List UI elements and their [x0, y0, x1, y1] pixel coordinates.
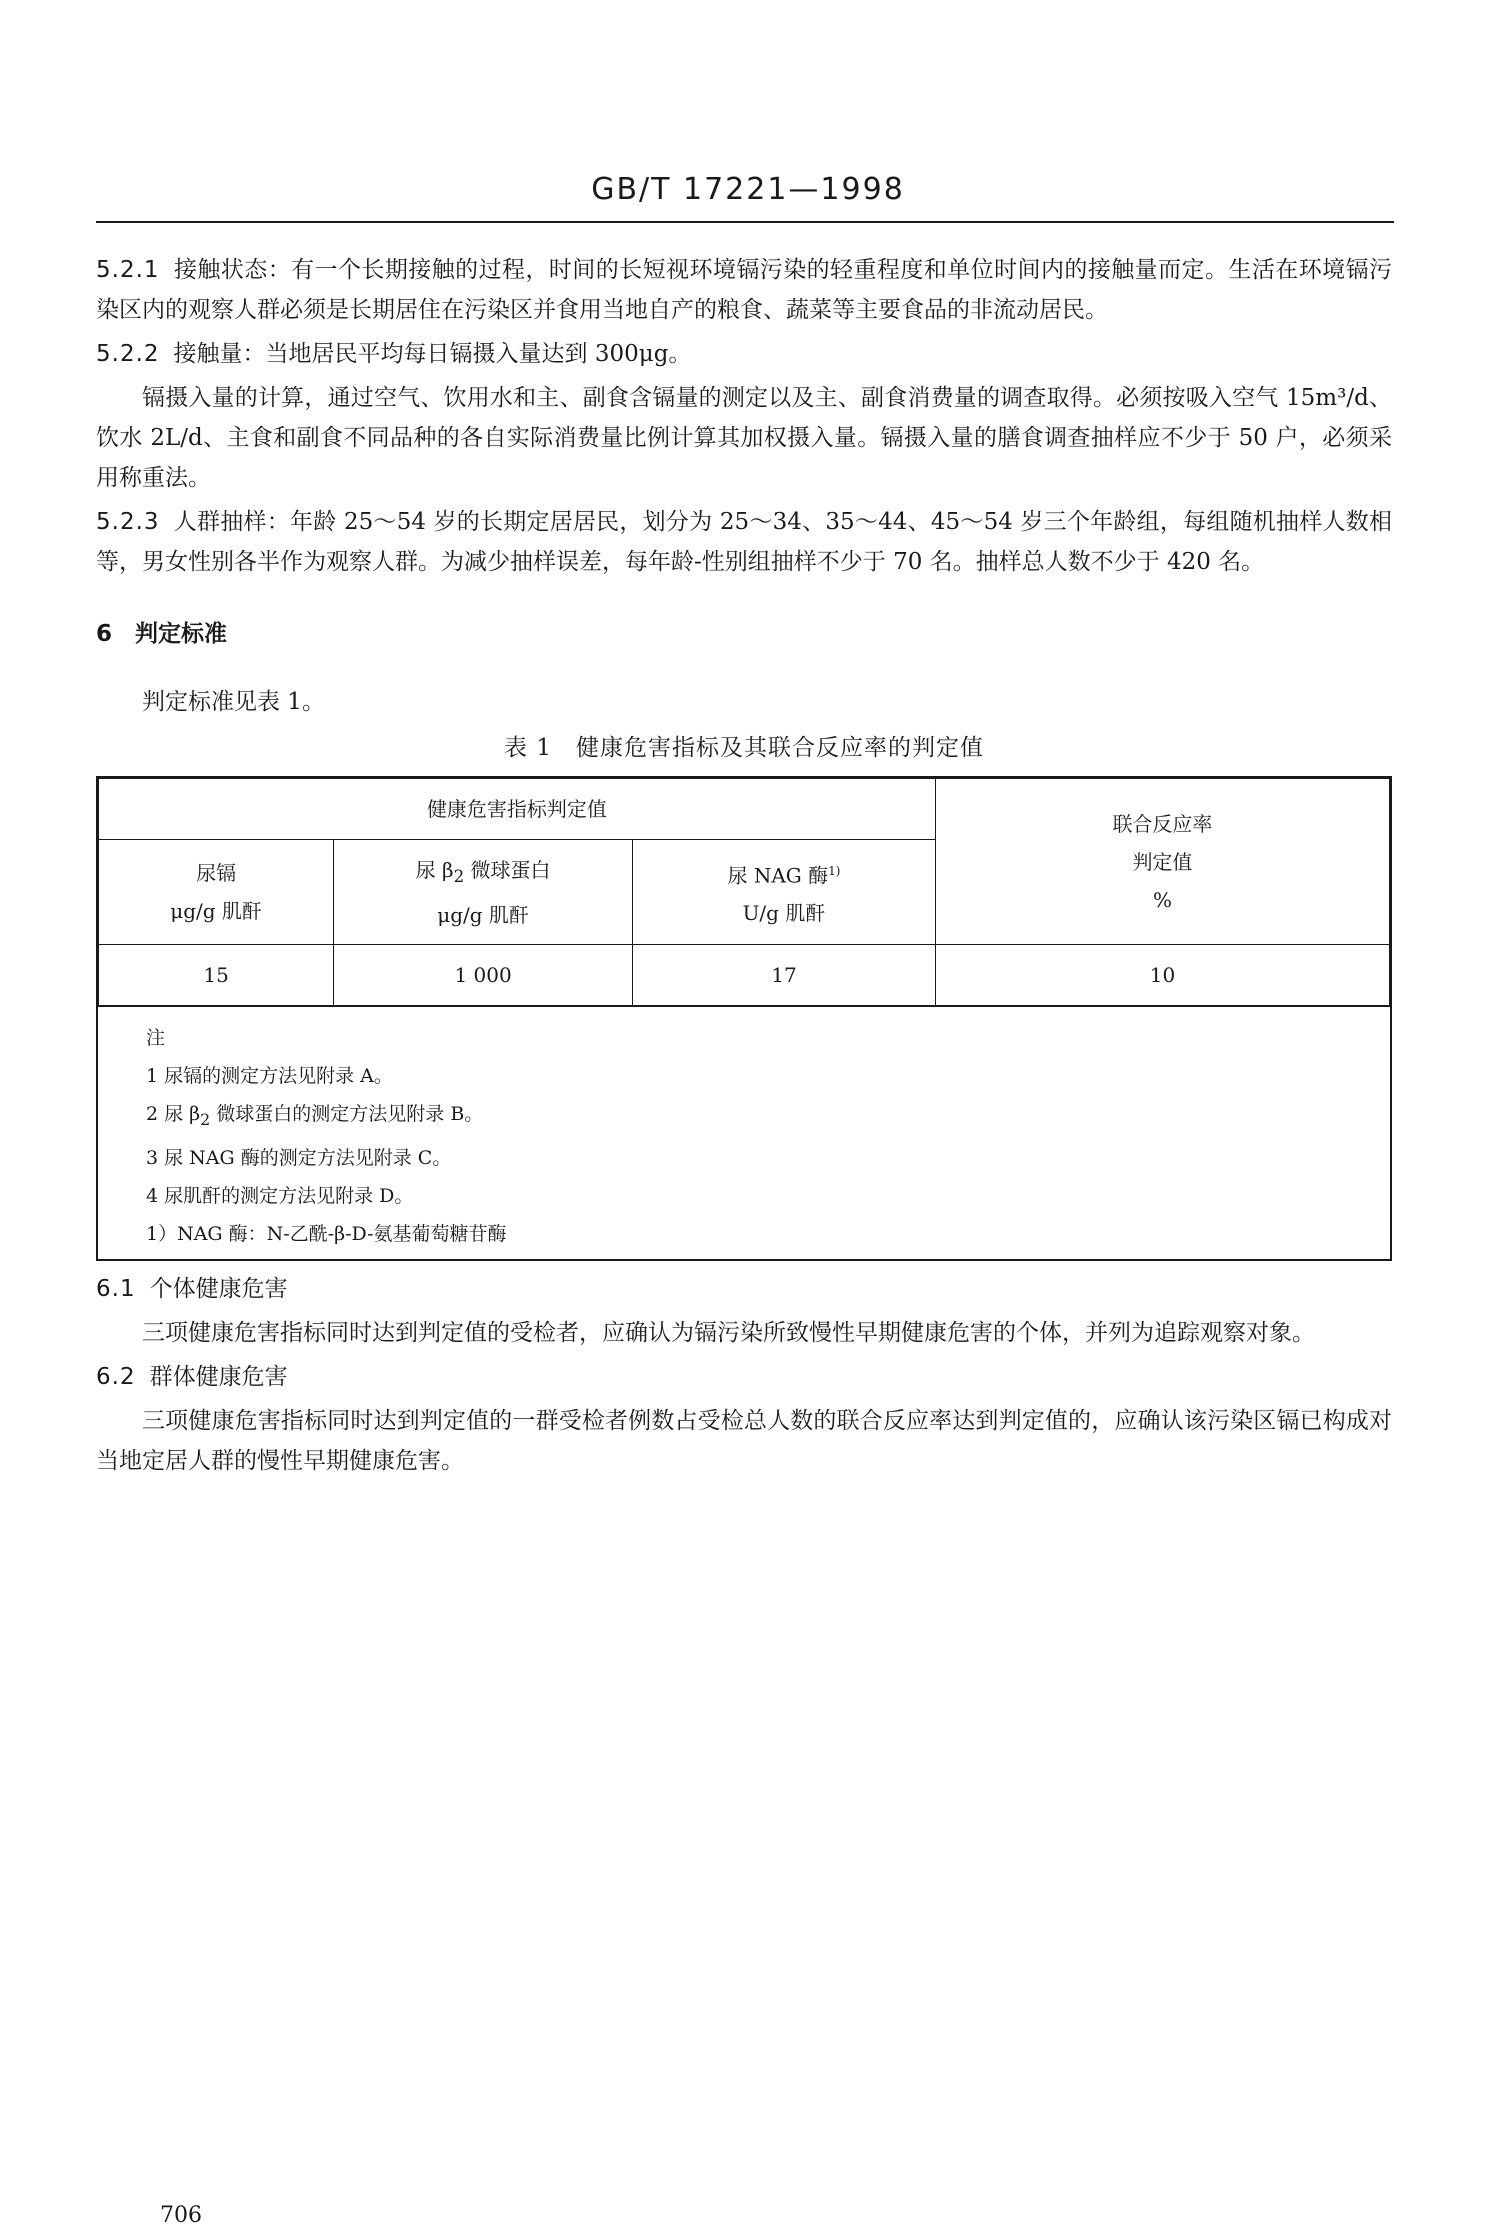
table-cell: 15 — [99, 945, 334, 1006]
table-row — [99, 945, 1390, 1006]
clause-number: 5.2.2 — [96, 341, 160, 367]
table-cell: 10 — [935, 945, 1389, 1006]
table-header-beta2-microglobulin — [334, 840, 633, 945]
document-body — [96, 250, 1392, 1485]
header-text: 尿 NAG 酶 — [727, 863, 829, 888]
clause-number: 5.2.1 — [96, 257, 160, 283]
clause-text: 人群抽样：年龄 25～54 岁的长期定居居民，划分为 25～34、35～44、45～54 岁三个年龄组，每组随机抽样人数相等，男女性别各半作为观察人群。为减少抽样误差，每年龄-性别组抽样不少于 70 名。抽样总人数不少于 420 名。 — [96, 509, 1392, 575]
table-cell: 17 — [633, 945, 936, 1006]
footnote-item: 1）NAG 酶：N-乙酰-β-D-氨基葡萄糖苷酶 — [146, 1222, 507, 1245]
paragraph-intake-calculation: 镉摄入量的计算，通过空气、饮用水和主、副食含镉量的测定以及主、副食消费量的调查取得。必须按吸入空气 15m³/d、饮水 2L/d、主食和副食不同品种的各自实际消费量比例计算其加权摄入量。镉摄入量的膳食调查抽样应不少于 50 户，必须采用称重法。 — [96, 385, 1392, 491]
section-6-intro: 判定标准见表 1。 — [142, 689, 325, 715]
section-title: 判定标准 — [135, 620, 228, 647]
clause-text: 接触量：当地居民平均每日镉摄入量达到 300μg。 — [173, 341, 692, 367]
table-caption: 表 1 健康危害指标及其联合反应率的判定值 — [504, 735, 984, 761]
header-line — [637, 852, 931, 895]
page-number: 706 — [160, 2203, 202, 2228]
clause-6-1-text: 三项健康危害指标同时达到判定值的受检者，应确认为镉污染所致慢性早期健康危害的个体，并列为追踪观察对象。 — [142, 1319, 1315, 1346]
clause-number: 5.2.3 — [96, 509, 160, 535]
table-header-row — [99, 779, 1390, 840]
note-item: 1 尿镉的测定方法见附录 A。 — [146, 1065, 393, 1087]
note-item: 3 尿 NAG 酶的测定方法见附录 C。 — [146, 1146, 452, 1169]
table-header-nag-enzyme — [633, 840, 936, 945]
clause-6-2-heading — [96, 1357, 1392, 1397]
header-rule — [96, 221, 1394, 223]
note-text: 2 尿 β — [146, 1103, 201, 1125]
clause-number: 6.1 — [96, 1275, 136, 1302]
table-cell: 1 000 — [334, 945, 633, 1006]
clause-5-2-3 — [96, 502, 1392, 582]
notes-title: 注 — [146, 1027, 166, 1049]
clause-5-2-1 — [96, 250, 1392, 330]
table-header-combined-rate — [935, 779, 1389, 945]
subscript: 2 — [200, 1109, 211, 1129]
clause-title: 群体健康危害 — [149, 1363, 288, 1390]
header-text: 尿 β — [415, 857, 454, 882]
page-header-standard-number: GB/T 17221—1998 — [591, 172, 905, 207]
header-line: % — [1152, 887, 1172, 912]
clause-6-1-heading — [96, 1269, 1392, 1309]
clause-text: 接触状态：有一个长期接触的过程，时间的长短视环境镉污染的轻重程度和单位时间内的接触量而定。生活在环境镉污染区内的观察人群必须是长期居住在污染区并食用当地自产的粮食、蔬菜等主要食品的非流动居民。 — [96, 257, 1392, 323]
note-text: 微球蛋白的测定方法见附录 B。 — [210, 1103, 484, 1125]
section-number: 6 — [96, 621, 114, 647]
footnote-mark: 1) — [828, 863, 841, 878]
header-line: μg/g 肌酐 — [437, 902, 529, 927]
table-group-header: 健康危害指标判定值 — [99, 779, 936, 840]
header-line: 尿镉 — [196, 861, 237, 885]
clause-number: 6.2 — [96, 1363, 136, 1390]
table-header-urine-cadmium — [99, 840, 334, 945]
header-line: 联合反应率 — [1112, 811, 1213, 836]
section-6-heading — [96, 614, 1392, 654]
table-notes — [98, 1006, 1390, 1259]
note-item: 4 尿肌酐的测定方法见附录 D。 — [146, 1184, 414, 1207]
header-text: 微球蛋白 — [464, 857, 551, 882]
criteria-table — [96, 776, 1392, 1261]
clause-6-2-text: 三项健康危害指标同时达到判定值的一群受检者例数占受检总人数的联合反应率达到判定值的，应确认该污染区镉已构成对当地定居人群的慢性早期健康危害。 — [96, 1407, 1392, 1474]
header-line: 判定值 — [1132, 849, 1193, 874]
clause-title: 个体健康危害 — [149, 1275, 288, 1302]
clause-5-2-2 — [96, 334, 1392, 374]
header-line: U/g 肌酐 — [742, 901, 826, 926]
header-line: μg/g 肌酐 — [170, 899, 262, 923]
header-line — [338, 851, 628, 896]
subscript: 2 — [453, 866, 465, 886]
note-item — [146, 1095, 1342, 1139]
